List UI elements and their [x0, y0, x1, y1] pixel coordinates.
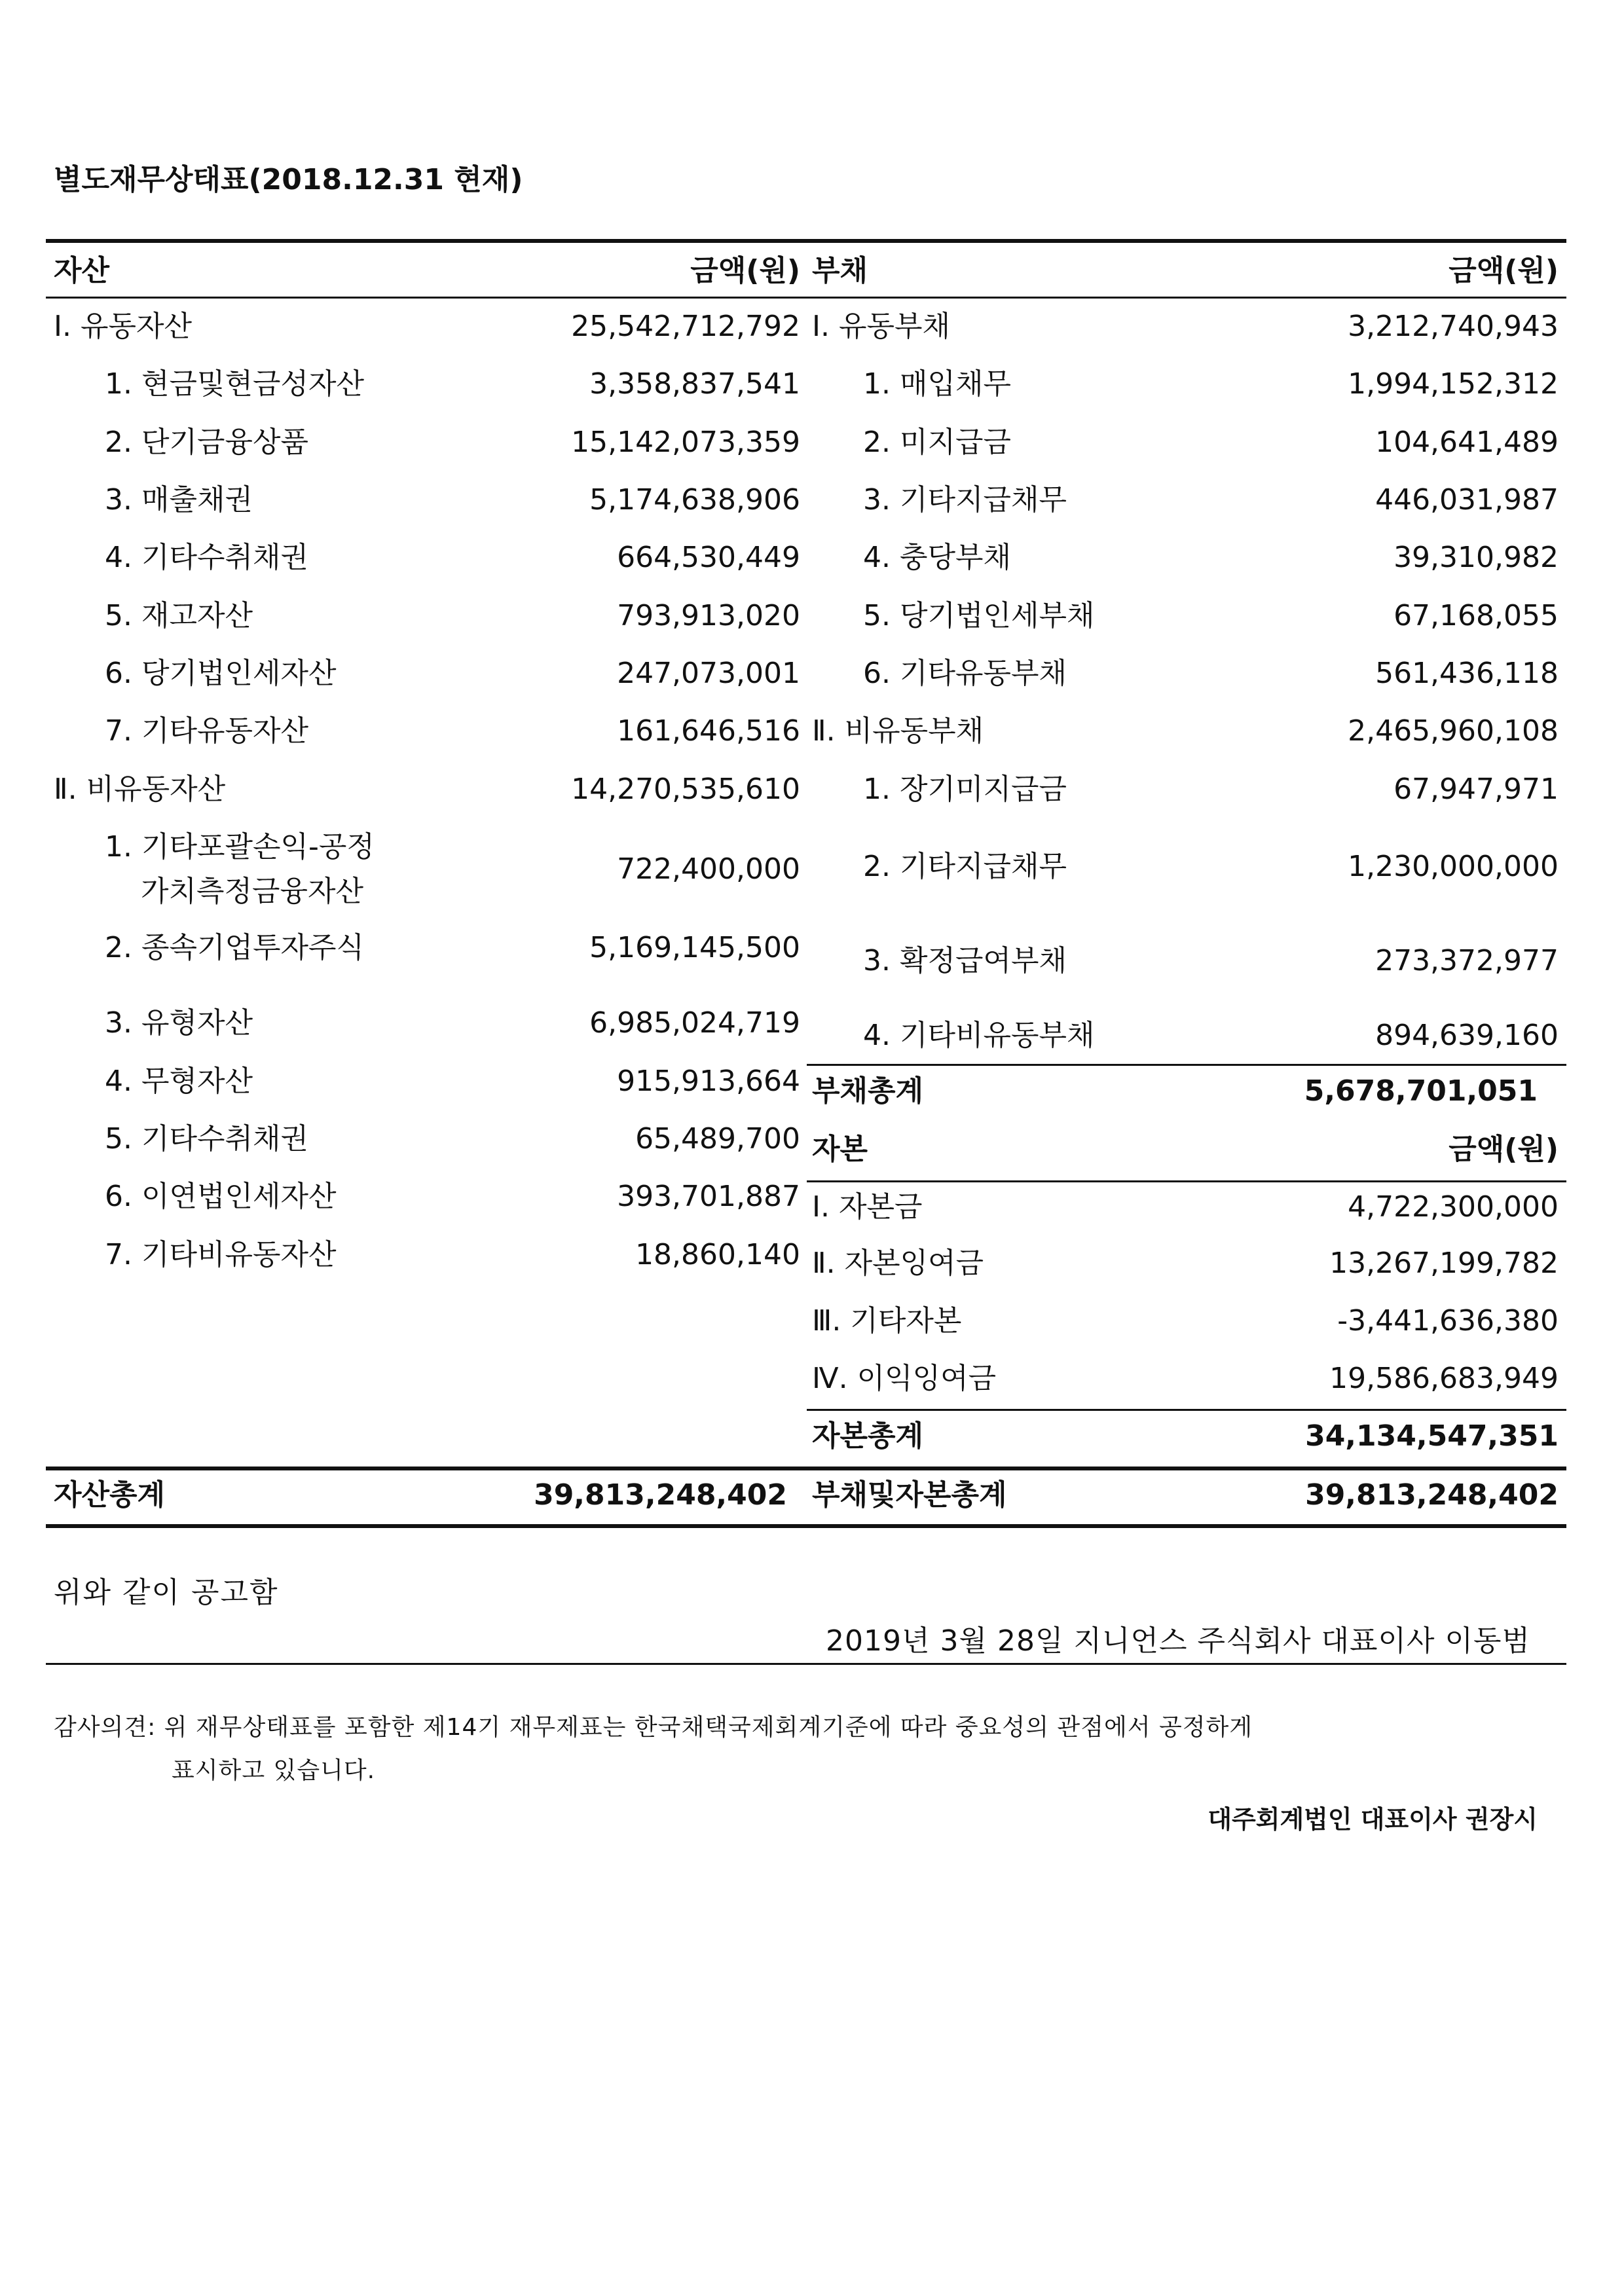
asset-row-amount: 3,358,837,541 [589, 367, 800, 401]
asset-row-amount: 664,530,449 [617, 541, 800, 574]
liability-row-amount: 894,639,160 [1375, 1019, 1559, 1052]
liability-row-label: Ⅰ. 유동부채 [812, 310, 950, 343]
asset-row-label: 2. 단기금융상품 [105, 426, 308, 459]
asset-row-label: 4. 기타수취채권 [105, 541, 308, 574]
asset-row-amount: 6,985,024,719 [589, 1006, 800, 1040]
asset-row-label: 3. 매출채권 [105, 483, 253, 517]
asset-row-label: 4. 무형자산 [105, 1065, 253, 1098]
equity-row-amount: -3,441,636,380 [1337, 1304, 1559, 1338]
asset-row-amount: 793,913,020 [617, 599, 800, 632]
grand-total-bottom-rule [46, 1524, 1566, 1528]
liability-row-amount: 39,310,982 [1393, 541, 1559, 574]
asset-row-amount: 65,489,700 [635, 1122, 800, 1156]
asset-row-label: Ⅰ. 유동자산 [54, 310, 192, 343]
liability-row-label: 5. 당기법인세부채 [863, 599, 1095, 632]
equity-total-label: 자본총계 [812, 1419, 924, 1453]
liabilities-header-label: 부채 [812, 254, 868, 287]
asset-row-label: 7. 기타유동자산 [105, 714, 308, 748]
equity-row-amount: 4,722,300,000 [1348, 1190, 1559, 1224]
liabilities-total-amount: 5,678,701,051 [1304, 1074, 1538, 1108]
liability-row-label: 2. 기타지급채무 [863, 850, 1067, 883]
liability-row-label: 4. 충당부채 [863, 541, 1011, 574]
liability-row-amount: 67,168,055 [1393, 599, 1559, 632]
equity-row-amount: 19,586,683,949 [1329, 1362, 1559, 1395]
liability-row-label: 3. 기타지급채무 [863, 483, 1067, 517]
asset-row-amount: 25,542,712,792 [571, 310, 800, 343]
liability-row-label: 1. 장기미지급금 [863, 773, 1067, 806]
page-title: 별도재무상태표(2018.12.31 현재) [54, 163, 523, 196]
signature-rule [46, 1663, 1566, 1665]
audit-opinion-line-1: 감사의견: 위 재무상태표를 포함한 제14기 재무제표는 한국채택국제회계기준에 따라 중요성의 관점에서 공정하게 [54, 1714, 1253, 1741]
asset-row-label: 7. 기타비유동자산 [105, 1238, 337, 1271]
liabilities-total-label: 부채총계 [812, 1074, 924, 1108]
liability-row-amount: 561,436,118 [1375, 657, 1559, 690]
asset-row-label: 2. 종속기업투자주식 [105, 931, 364, 964]
asset-row-amount: 722,400,000 [617, 852, 800, 886]
assets-total-label: 자산총계 [54, 1478, 166, 1512]
header-rule [46, 297, 1566, 299]
asset-row-amount: 393,701,887 [617, 1180, 800, 1213]
asset-row-amount: 915,913,664 [617, 1065, 800, 1098]
audit-opinion-line-2: 표시하고 있습니다. [172, 1757, 376, 1784]
liability-row-amount: 104,641,489 [1375, 426, 1559, 459]
equity-row-label: Ⅰ. 자본금 [812, 1190, 923, 1224]
liability-row-label: 2. 미지급금 [863, 426, 1011, 459]
liability-row-label: 1. 매입채무 [863, 367, 1011, 401]
equity-row-label: Ⅱ. 자본잉여금 [812, 1247, 984, 1280]
asset-row-label: 6. 이연법인세자산 [105, 1180, 337, 1213]
table-top-rule [46, 239, 1566, 243]
auditor-signature: 대주회계법인 대표이사 권장시 [1208, 1805, 1538, 1834]
liability-row-label: Ⅱ. 비유동부채 [812, 714, 984, 748]
equity-row-label: Ⅲ. 기타자본 [812, 1304, 962, 1338]
asset-row-amount: 161,646,516 [617, 714, 800, 748]
asset-row-label: 3. 유형자산 [105, 1006, 253, 1040]
liability-row-amount: 273,372,977 [1375, 944, 1559, 977]
equity-row-amount: 13,267,199,782 [1329, 1247, 1559, 1280]
liability-row-label: 6. 기타유동부채 [863, 657, 1067, 690]
equity-row-label: Ⅳ. 이익잉여금 [812, 1362, 997, 1395]
asset-row-amount: 247,073,001 [617, 657, 800, 690]
equity-amount-header: 금액(원) [1449, 1133, 1559, 1166]
liability-row-amount: 2,465,960,108 [1348, 714, 1559, 748]
signature-line: 2019년 3월 28일 지니언스 주식회사 대표이사 이동범 [826, 1624, 1530, 1658]
asset-row-amount: 15,142,073,359 [571, 426, 800, 459]
liability-row-amount: 1,230,000,000 [1348, 850, 1559, 883]
asset-row-amount: 14,270,535,610 [571, 773, 800, 806]
liability-row-label: 3. 확정급여부채 [863, 944, 1067, 977]
asset-row-amount: 5,174,638,906 [589, 483, 800, 517]
liability-row-label: 4. 기타비유동부채 [863, 1019, 1095, 1052]
assets-amount-header: 금액(원) [690, 254, 800, 287]
liability-row-amount: 446,031,987 [1375, 483, 1559, 517]
asset-row-label: 5. 재고자산 [105, 599, 253, 632]
assets-total-amount: 39,813,248,402 [534, 1478, 787, 1512]
equity-total-amount: 34,134,547,351 [1305, 1419, 1559, 1453]
asset-row-label-cont: 가치측정금융자산 [141, 875, 364, 908]
asset-row-amount: 18,860,140 [635, 1238, 800, 1271]
asset-row-amount: 5,169,145,500 [589, 931, 800, 964]
liability-row-amount: 67,947,971 [1393, 773, 1559, 806]
asset-row-label: 1. 현금및현금성자산 [105, 367, 364, 401]
liabilities-amount-header: 금액(원) [1449, 254, 1559, 287]
asset-row-label: 1. 기타포괄손익-공정 [105, 830, 375, 864]
asset-row-label: Ⅱ. 비유동자산 [54, 773, 226, 806]
public-notice: 위와 같이 공고함 [54, 1576, 279, 1609]
liability-row-amount: 1,994,152,312 [1348, 367, 1559, 401]
liability-row-amount: 3,212,740,943 [1348, 310, 1559, 343]
liabilities-equity-total-label: 부채및자본총계 [812, 1478, 1007, 1512]
asset-row-label: 6. 당기법인세자산 [105, 657, 337, 690]
assets-header-label: 자산 [54, 254, 110, 287]
liabilities-equity-total-amount: 39,813,248,402 [1305, 1478, 1559, 1512]
asset-row-label: 5. 기타수취채권 [105, 1122, 308, 1156]
equity-header-label: 자본 [812, 1133, 868, 1166]
